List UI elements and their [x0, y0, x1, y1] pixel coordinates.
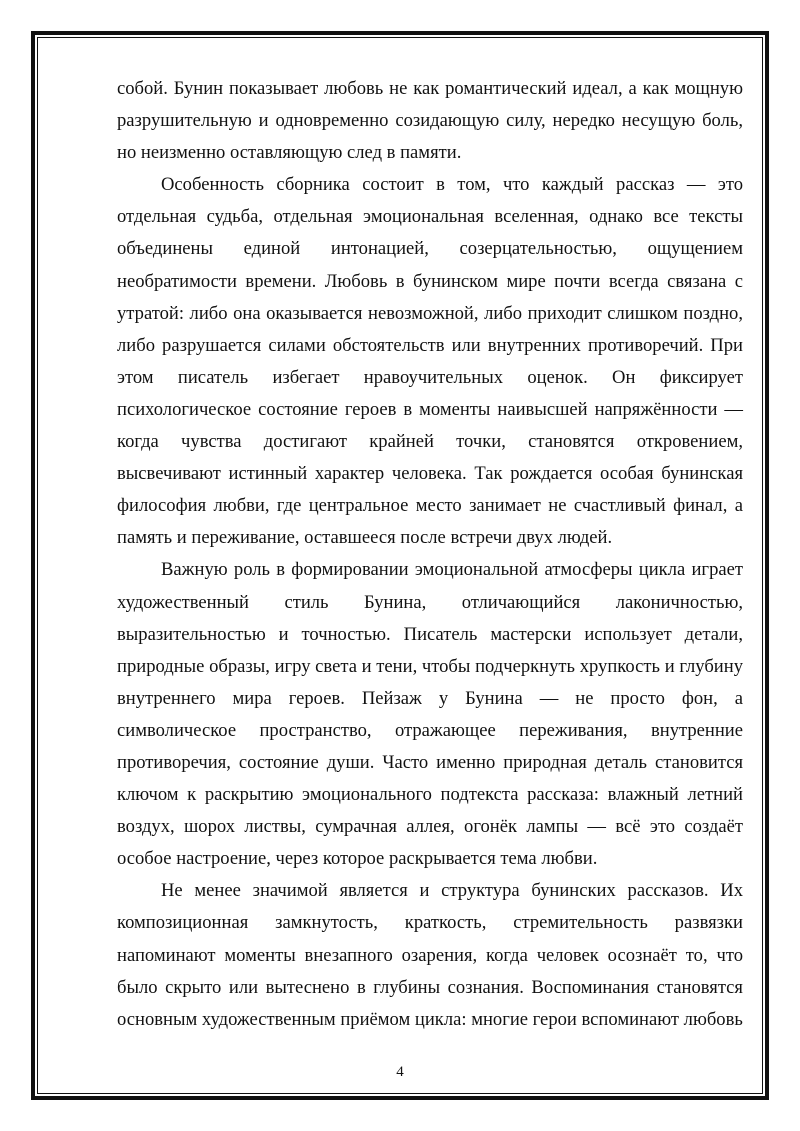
paragraph-artistic-style: Важную роль в формировании эмоциональной атмосферы цикла играет художественный стиль Бунина, отличающийся лаконичностью, выразительностью и точностью. Писатель мастерски использует детали, природные образы, игру света и тени, чтобы подчеркнуть хрупкость и глубину внутреннего мира героев. Пейзаж у Бунина — не просто фон, а символическое пространство, отражающее переживания, внутренние противоречия, состояние души. Часто именно природная деталь становится ключом к раскрытию эмоционального подтекста рассказа: влажный летний воздух, шорох листвы, сумрачная аллея, огонёк лампы — всё это создаёт особое настроение, через которое раскрывается тема любви.: [117, 559, 743, 870]
paragraph-continuation: собой. Бунин показывает любовь не как романтический идеал, а как мощную разрушительную и одновременно созидающую силу, нередко несущую боль, но неизменно оставляющую след в памяти.: [117, 78, 743, 164]
paragraph-story-structure: Не менее значимой является и структура бунинских рассказов. Их композиционная замкнутость, краткость, стремительность развязки напоминают моменты внезапного озарения, когда человек осознаёт то, что было скрыто или вытеснено в глубины сознания. Воспоминания становятся основным художественным приёмом цикла: многие герои вспоминают любовь: [117, 880, 743, 1030]
document-body: [117, 73, 743, 1036]
page-number: 4: [396, 1064, 404, 1080]
paragraph-collection-features: Особенность сборника состоит в том, что каждый рассказ — это отдельная судьба, отдельная эмоциональная вселенная, однако все тексты объединены единой интонацией, созерцательностью, ощущением необратимости времени. Любовь в бунинском мире почти всегда связана с утратой: либо она оказывается невозможной, либо приходит слишком поздно, либо разрушается силами обстоятельств или внутренних противоречий. При этом писатель избегает нравоучительных оценок. Он фиксирует психологическое состояние героев в моменты наивысшей напряжённости — когда чувства достигают крайней точки, становятся откровением, высвечивают истинный характер человека. Так рождается особая бунинская философия любви, где центральное место занимает не счастливый финал, а память и переживание, оставшееся после встречи двух людей.: [117, 174, 743, 549]
